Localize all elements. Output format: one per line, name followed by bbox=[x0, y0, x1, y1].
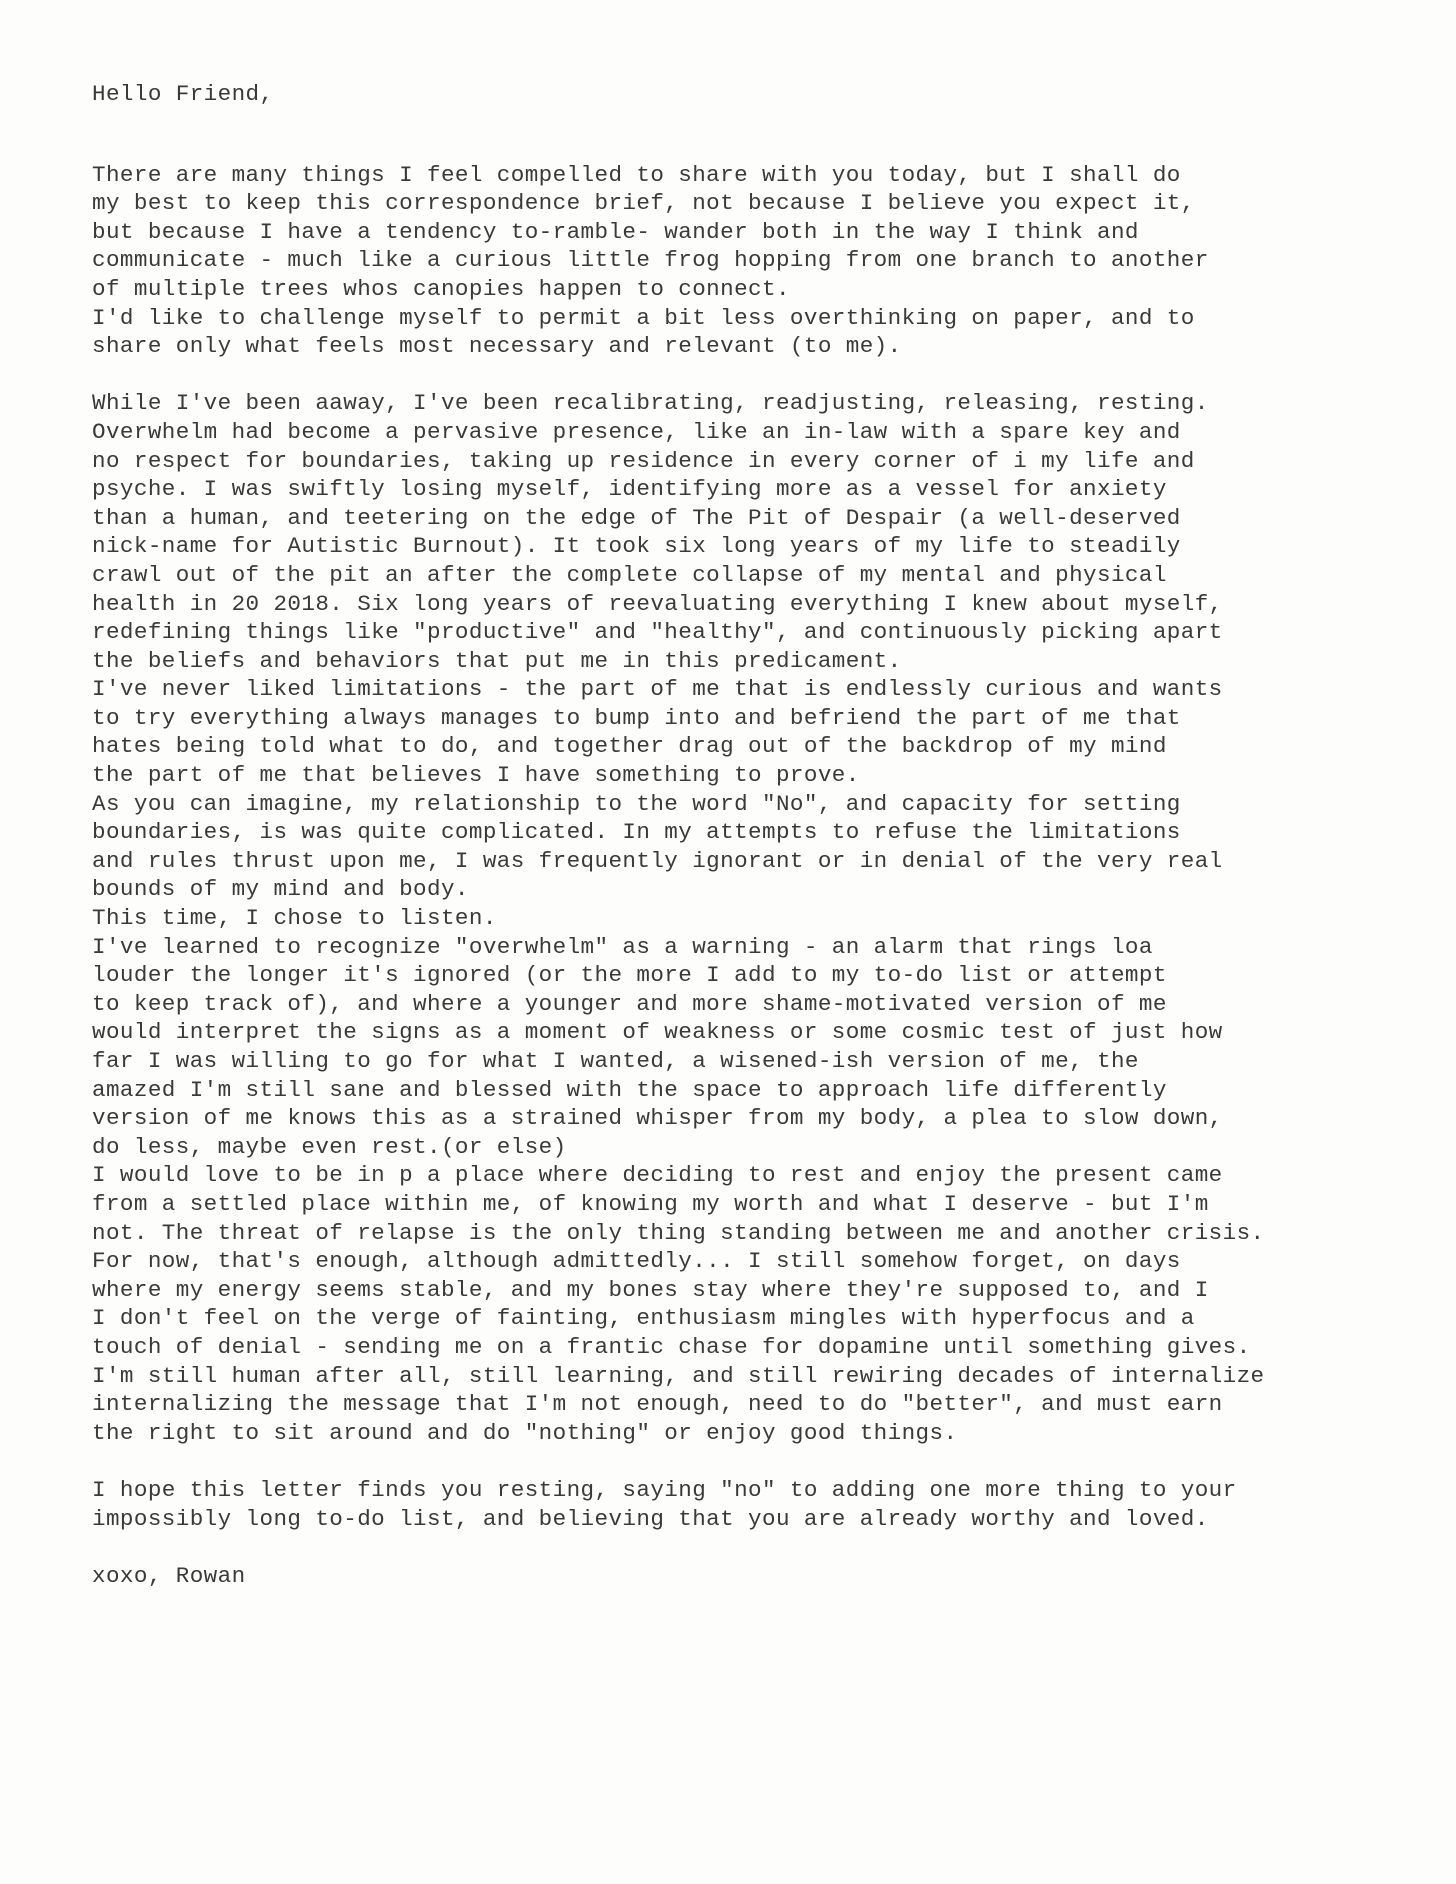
text-line: nick-name for Autistic Burnout). It took six long years of my life to steadily bbox=[92, 533, 1181, 560]
text-line: health in 20 2018. Six long years of reevaluating everything I knew about myself, bbox=[92, 590, 1223, 617]
text-line: not. The threat of relapse is the only thing standing between me and another crisis. bbox=[92, 1219, 1265, 1246]
paragraph-intro bbox=[92, 161, 1432, 361]
text-line: Overwhelm had become a pervasive presence, like an in-law with a spare key and bbox=[92, 418, 1181, 445]
spacer bbox=[92, 1447, 1432, 1476]
text-line: redefining things like "productive" and "healthy", and continuously picking apart bbox=[92, 619, 1223, 646]
text-line: far I was willing to go for what I wanted, a wisened-ish version of me, the bbox=[92, 1048, 1139, 1074]
spacer bbox=[92, 109, 1432, 161]
text-line: impossibly long to-do list, and believing that you are already worthy and loved. bbox=[92, 1505, 1209, 1532]
text-line: crawl out of the pit an after the complete collapse of my mental and physical bbox=[92, 561, 1167, 588]
text-line: the right to sit around and do "nothing" or enjoy good things. bbox=[92, 1419, 958, 1446]
text-line: There are many things I feel compelled to share with you today, but I shall do bbox=[92, 161, 1181, 188]
text-line: psyche. I was swiftly losing myself, identifying more as a vessel for anxiety bbox=[92, 476, 1167, 503]
text-line: version of me knows this as a strained whisper from my body, a plea to slow down, bbox=[92, 1105, 1223, 1132]
text-line: than a human, and teetering on the edge of The Pit of Despair (a well-deserved bbox=[92, 504, 1181, 531]
greeting: Hello Friend, bbox=[92, 81, 274, 107]
text-line: would interpret the signs as a moment of weakness or some cosmic test of just how bbox=[92, 1019, 1223, 1046]
text-line: the beliefs and behaviors that put me in this predicament. bbox=[92, 647, 902, 674]
text-line: do less, maybe even rest.(or else) bbox=[92, 1133, 567, 1160]
text-line: but because I have a tendency to-ramble- wander both in the way I think and bbox=[92, 218, 1139, 245]
text-line: of multiple trees whos canopies happen to connect. bbox=[92, 275, 790, 302]
paragraph-closing bbox=[92, 1476, 1432, 1533]
text-line: the part of me that believes I have something to prove. bbox=[92, 762, 860, 789]
text-line: share only what feels most necessary and relevant (to me). bbox=[92, 333, 902, 360]
text-line: hates being told what to do, and together drag out of the backdrop of my mind bbox=[92, 733, 1167, 760]
paragraph-body bbox=[92, 389, 1432, 1447]
text-line: As you can imagine, my relationship to the word "No", and capacity for setting bbox=[92, 790, 1181, 817]
signoff: xoxo, Rowan bbox=[92, 1562, 246, 1589]
text-line: louder the longer it's ignored (or the more I add to my to-do list or attempt bbox=[92, 962, 1167, 989]
text-line: I don't feel on the verge of fainting, enthusiasm mingles with hyperfocus and a bbox=[92, 1305, 1195, 1332]
text-line: no respect for boundaries, taking up residence in every corner of i my life and bbox=[92, 447, 1195, 474]
text-line: my best to keep this correspondence brief, not because I believe you expect it, bbox=[92, 190, 1195, 217]
text-line: For now, that's enough, although admittedly... I still somehow forget, on days bbox=[92, 1248, 1181, 1275]
typed-letter bbox=[92, 80, 1432, 1590]
text-line: and rules thrust upon me, I was frequently ignorant or in denial of the very real bbox=[92, 847, 1223, 874]
text-line: boundaries, is was quite complicated. In my attempts to refuse the limitations bbox=[92, 819, 1181, 846]
text-line: to try everything always manages to bump into and befriend the part of me that bbox=[92, 704, 1181, 731]
text-line: I hope this letter finds you resting, saying "no" to adding one more thing to your bbox=[92, 1476, 1237, 1503]
text-line: amazed I'm still sane and blessed with the space to approach life differently bbox=[92, 1076, 1167, 1103]
text-line: internalizing the message that I'm not enough, need to do "better", and must earn bbox=[92, 1391, 1223, 1418]
text-line: I'm still human after all, still learning, and still rewiring decades of internalize bbox=[92, 1362, 1265, 1389]
text-line: I've never liked limitations - the part of me that is endlessly curious and wants bbox=[92, 676, 1223, 703]
text-line: While I've been aaway, I've been recalibrating, readjusting, releasing, resting. bbox=[92, 390, 1209, 417]
text-line: I've learned to recognize "overwhelm" as a warning - an alarm that rings loa bbox=[92, 933, 1153, 960]
spacer bbox=[92, 361, 1432, 390]
text-line: This time, I chose to listen. bbox=[92, 905, 497, 932]
text-line: from a settled place within me, of knowing my worth and what I deserve - but I'm bbox=[92, 1190, 1209, 1217]
text-line: bounds of my mind and body. bbox=[92, 876, 469, 903]
text-line: where my energy seems stable, and my bones stay where they're supposed to, and I bbox=[92, 1276, 1209, 1303]
text-line: I would love to be in p a place where deciding to rest and enjoy the present came bbox=[92, 1162, 1223, 1189]
text-line: communicate - much like a curious little frog hopping from one branch to another bbox=[92, 247, 1209, 274]
spacer bbox=[92, 1533, 1432, 1562]
text-line: to keep track of), and where a younger and more shame-motivated version of me bbox=[92, 990, 1167, 1017]
text-line: touch of denial - sending me on a frantic chase for dopamine until something gives. bbox=[92, 1333, 1251, 1360]
text-line: I'd like to challenge myself to permit a bit less overthinking on paper, and to bbox=[92, 304, 1195, 331]
